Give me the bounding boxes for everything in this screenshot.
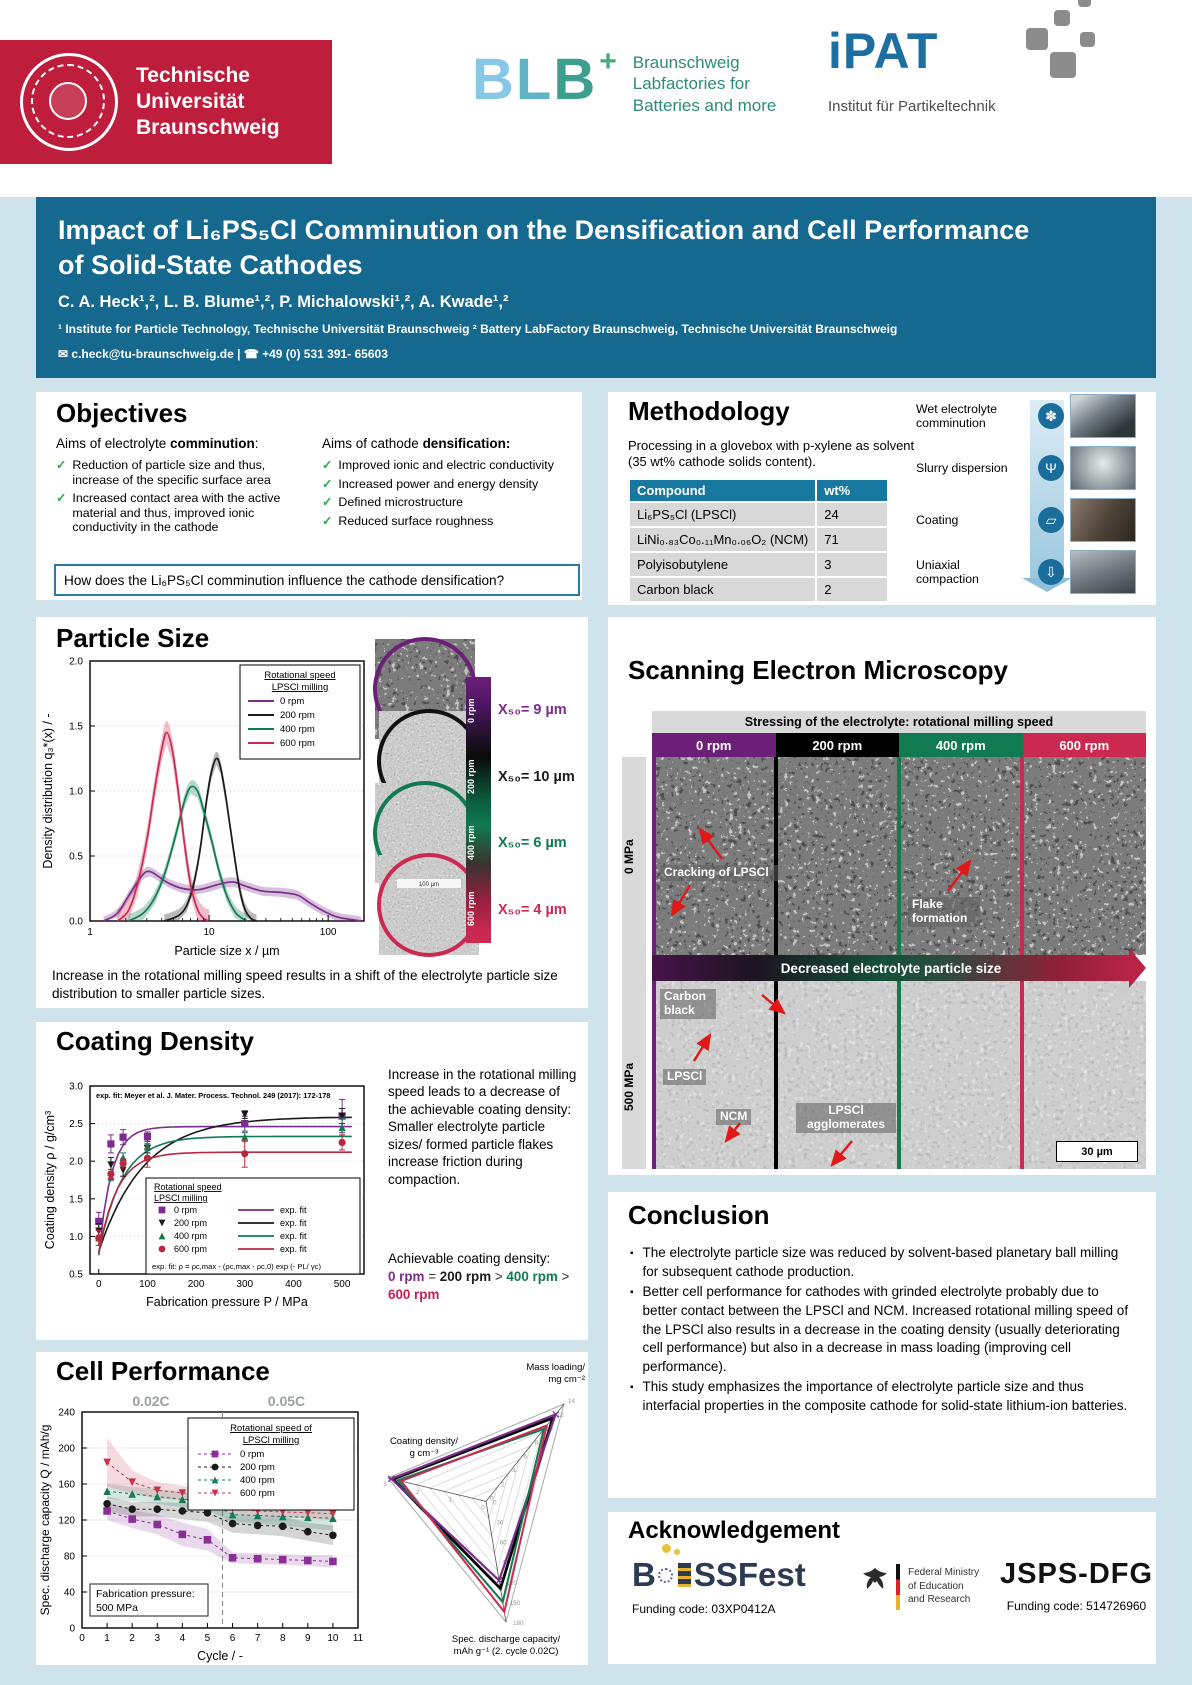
- methodology-intro: Processing in a glovebox with p-xylene as solvent (35 wt% cathode solids content).: [628, 438, 915, 470]
- svg-text:Rotational speed: Rotational speed: [154, 1182, 222, 1192]
- svg-text:g cm⁻³: g cm⁻³: [409, 1448, 439, 1459]
- svg-text:0.5: 0.5: [69, 1269, 83, 1281]
- battery-stack-icon: [678, 1563, 691, 1587]
- blb-logo: [472, 45, 777, 116]
- rpm-colorbar: [466, 677, 491, 943]
- coating-density-section: [36, 1022, 588, 1340]
- svg-text:300: 300: [236, 1279, 254, 1290]
- ipat-logo: [828, 23, 1088, 115]
- svg-text:LPSCl milling: LPSCl milling: [154, 1193, 208, 1203]
- check-icon: ✓: [56, 457, 67, 472]
- svg-text:120: 120: [506, 1579, 517, 1587]
- svg-text:1: 1: [448, 1496, 453, 1504]
- svg-text:0 rpm: 0 rpm: [174, 1205, 198, 1215]
- bullet-icon: ▪: [630, 1287, 634, 1299]
- svg-text:200: 200: [187, 1279, 205, 1290]
- bossfest-logo: [632, 1556, 806, 1616]
- compound-table: [628, 478, 889, 603]
- sem-section: [608, 617, 1156, 1175]
- disperser-photo: [1070, 446, 1136, 490]
- check-icon: ✓: [56, 491, 67, 506]
- svg-text:3: 3: [383, 1481, 387, 1488]
- blb-letter: B: [553, 47, 598, 112]
- ipat-subtitle: Institut für Partikeltechnik: [828, 98, 996, 115]
- svg-text:exp. fit: ρ = ρc,max - (ρc,max: exp. fit: ρ = ρc,max - (ρc,max - ρc,0) exp (- PL/ γc): [152, 1262, 321, 1271]
- rank-400rpm: 400 rpm: [506, 1269, 558, 1285]
- svg-text:0: 0: [79, 1633, 85, 1644]
- step-label: Wet electrolyte comminution: [916, 401, 998, 430]
- jsps-dfg-logo: [1000, 1558, 1153, 1613]
- svg-text:200: 200: [58, 1443, 75, 1455]
- svg-text:4: 4: [512, 1467, 516, 1475]
- svg-text:Fabrication pressure:: Fabrication pressure:: [96, 1588, 195, 1600]
- cell-performance-section: [36, 1352, 588, 1665]
- check-icon: ✓: [322, 495, 333, 510]
- objectives-title: Objectives: [56, 398, 188, 428]
- poster-title: Impact of Li₆PS₅Cl Comminution on the Densification and Cell Performance of Solid-State Cathodes: [58, 215, 1030, 281]
- svg-text:Spec. discharge capacity Q / m: Spec. discharge capacity Q / mAh/g: [38, 1424, 52, 1616]
- svg-text:Cycle / -: Cycle / -: [197, 1649, 243, 1663]
- svg-text:exp. fit: exp. fit: [280, 1205, 307, 1215]
- jsps-funding-code: Funding code: 514726960: [1006, 1599, 1147, 1613]
- svg-text:Rotational speed: Rotational speed: [264, 670, 336, 681]
- coating-density-title: Coating Density: [56, 1026, 254, 1056]
- svg-text:60: 60: [499, 1539, 507, 1547]
- cell-performance-title: Cell Performance: [56, 1356, 270, 1386]
- svg-text:0.5: 0.5: [69, 851, 83, 863]
- particle-size-section: [36, 617, 588, 1008]
- coating-density-ranking: [388, 1250, 582, 1304]
- bossfest-funding-code: Funding code: 03XP0412A: [632, 1602, 776, 1616]
- svg-text:exp. fit: exp. fit: [280, 1218, 307, 1228]
- objective-item: Reduced surface roughness: [338, 513, 494, 528]
- ipat-squares-icon: [988, 8, 1118, 108]
- svg-text:2: 2: [501, 1481, 505, 1489]
- process-flow: [916, 394, 1150, 600]
- blb-plus-icon: +: [599, 45, 619, 78]
- coating-density-chart: [40, 1062, 380, 1338]
- svg-text:6: 6: [229, 1633, 236, 1644]
- svg-text:1: 1: [104, 1633, 110, 1644]
- svg-text:1.0: 1.0: [69, 786, 83, 798]
- svg-text:80: 80: [63, 1551, 75, 1563]
- press-photo: [1070, 550, 1136, 594]
- svg-text:9: 9: [305, 1633, 311, 1644]
- svg-text:40: 40: [63, 1587, 75, 1599]
- svg-text:180: 180: [513, 1620, 524, 1627]
- conclusion-section: [608, 1192, 1156, 1498]
- objectives-col2: Aims of cathode densification: ✓ Improved ionic and electric conductivity ✓ Increased power and energy density ✓ Defined microstructure ✓ Reduced surface roughness: [322, 436, 554, 528]
- conclusion-bullet: The electrolyte particle size was reduced by solvent-based planetary ball milling for subsequent cathode production.: [642, 1245, 1119, 1279]
- check-icon: ✓: [322, 513, 333, 528]
- sem-col-400rpm: 400 rpm: [899, 733, 1023, 757]
- objective-item: Increased power and energy density: [338, 476, 539, 491]
- svg-text:4: 4: [179, 1633, 186, 1644]
- federal-eagle-icon: [860, 1564, 890, 1594]
- tu-line2: Universität: [136, 89, 245, 113]
- blb-letter: B: [472, 47, 516, 112]
- poster-title-bar: [36, 197, 1156, 378]
- svg-text:exp. fit: exp. fit: [280, 1244, 307, 1254]
- bullet-icon: ▪: [630, 1248, 634, 1259]
- methodology-section: [608, 392, 1156, 605]
- bmbf-line: and Research: [908, 1594, 971, 1605]
- svg-text:Density distribution q₃*(x) /: Density distribution q₃*(x) / -: [41, 713, 55, 869]
- svg-text:1: 1: [87, 927, 93, 938]
- svg-text:Spec. discharge capacity/: Spec. discharge capacity/: [451, 1634, 561, 1645]
- bmbf-line: of Education: [908, 1580, 964, 1592]
- coating-density-text: Increase in the rotational milling speed leads to a decrease of the achievable coating density: Smaller electrolyte particle sizes/ formed particle flakes increase friction during compaction.: [388, 1067, 577, 1187]
- svg-text:5: 5: [204, 1633, 211, 1644]
- col-header-compound: Compound: [629, 479, 816, 502]
- svg-text:0 rpm: 0 rpm: [280, 696, 305, 707]
- svg-text:500 MPa: 500 MPa: [96, 1602, 139, 1614]
- svg-text:exp. fit: Meyer et al. J. Mate: exp. fit: Meyer et al. J. Mater. Process. Technol. 249 (2017): 172-178: [96, 1091, 331, 1100]
- colorbar-label: 0 rpm: [466, 698, 476, 724]
- objective-item: Improved ionic and electric conductivity: [338, 457, 554, 472]
- tu-seal-icon: [20, 53, 118, 151]
- row-label-500mpa: 500 MPa: [622, 1062, 636, 1112]
- authors: C. A. Heck¹,², L. B. Blume¹,², P. Michalowski¹,², A. Kwade¹,²: [58, 293, 509, 311]
- svg-text:400: 400: [285, 1279, 302, 1290]
- tu-line3: Braunschweig: [136, 116, 280, 140]
- svg-text:0: 0: [95, 1279, 102, 1290]
- acknowledgement-title: Acknowledgement: [628, 1517, 841, 1544]
- ranking-label: Achievable coating density:: [388, 1251, 551, 1266]
- table-row: Li₆PS₅Cl (LPSCl) 24: [629, 502, 888, 527]
- german-flag-bar: [896, 1564, 900, 1610]
- research-question: How does the Li₆PS₅Cl comminution influence the cathode densification?: [54, 564, 580, 596]
- row-label-0mpa: 0 MPa: [622, 839, 636, 875]
- svg-text:100: 100: [139, 1279, 156, 1290]
- svg-text:240: 240: [58, 1407, 75, 1419]
- svg-text:200 rpm: 200 rpm: [174, 1218, 208, 1228]
- bossfest-rest: SSFest: [693, 1556, 806, 1593]
- svg-text:12: 12: [556, 1411, 564, 1419]
- svg-text:400 rpm: 400 rpm: [280, 724, 315, 735]
- blb-letter: L: [515, 47, 554, 112]
- sem-col-0rpm: 0 rpm: [652, 733, 776, 757]
- svg-text:6: 6: [523, 1453, 527, 1461]
- svg-text:8: 8: [279, 1633, 286, 1644]
- svg-text:120: 120: [58, 1515, 75, 1527]
- svg-text:0: 0: [69, 1623, 75, 1635]
- svg-text:150: 150: [509, 1599, 521, 1607]
- sem-col-600rpm: 600 rpm: [1023, 733, 1147, 757]
- press-icon: ⇩: [1038, 559, 1064, 585]
- colorbar-label: 200 rpm: [466, 759, 476, 795]
- svg-text:LPSCl milling: LPSCl milling: [271, 682, 329, 693]
- rank-0rpm: 0 rpm: [388, 1269, 425, 1285]
- svg-text:0 rpm: 0 rpm: [240, 1449, 265, 1460]
- step-label: Slurry dispersion: [916, 460, 1008, 475]
- blb-tagline-2: Labfactories for: [632, 74, 750, 94]
- svg-text:Coating density ρ / g/cm³: Coating density ρ / g/cm³: [43, 1110, 57, 1250]
- svg-text:30: 30: [496, 1519, 504, 1527]
- svg-text:10: 10: [327, 1633, 339, 1644]
- rank-op: >: [494, 1269, 503, 1285]
- sem-pressure-strip: [622, 757, 646, 1169]
- svg-text:0.0: 0.0: [69, 916, 83, 928]
- svg-text:600 rpm: 600 rpm: [174, 1244, 208, 1254]
- svg-text:3: 3: [154, 1633, 161, 1644]
- svg-text:0: 0: [481, 1504, 485, 1512]
- objective-item: Defined microstructure: [338, 495, 464, 510]
- svg-text:0.05C: 0.05C: [267, 1393, 306, 1409]
- svg-text:200 rpm: 200 rpm: [280, 710, 315, 721]
- radar-chart: [372, 1356, 586, 1662]
- check-icon: ✓: [322, 457, 333, 472]
- rank-op: >: [561, 1269, 570, 1285]
- particle-size-title: Particle Size: [56, 623, 210, 653]
- gear-icon: [658, 1568, 673, 1583]
- svg-text:0.02C: 0.02C: [132, 1393, 170, 1409]
- table-row: Polyisobutylene 3: [629, 552, 888, 577]
- sem-arrow-band: Decreased electrolyte particle size: [652, 955, 1130, 981]
- conclusion-bullet: This study emphasizes the importance of electrolyte particle size and thus interfacial properties in the composite cathode for solid-state lithium-ion batteries.: [642, 1379, 1128, 1413]
- svg-text:10: 10: [203, 927, 215, 938]
- svg-text:1.0: 1.0: [69, 1231, 83, 1243]
- particle-size-description: Increase in the rotational milling speed results in a shift of the electrolyte particle size distribution to smaller particle sizes.: [52, 968, 558, 1001]
- svg-text:2.0: 2.0: [69, 1156, 83, 1168]
- annotation-lpscl: LPSCl: [663, 1069, 706, 1085]
- objectives-section: [36, 392, 582, 600]
- svg-text:LPSCl milling: LPSCl milling: [242, 1435, 300, 1446]
- sem-col-200rpm: 200 rpm: [776, 733, 900, 757]
- sem-title: Scanning Electron Microscopy: [628, 655, 1008, 685]
- coater-photo: [1070, 498, 1136, 542]
- svg-text:600 rpm: 600 rpm: [240, 1488, 275, 1499]
- affiliations: ¹ Institute for Particle Technology, Technische Universität Braunschweig ² Battery LabFactory Braunschweig, Technische Universität Braunschweig: [58, 322, 898, 336]
- tu-line1: Technische: [136, 63, 250, 87]
- svg-text:600 rpm: 600 rpm: [280, 738, 315, 749]
- svg-text:14: 14: [568, 1398, 576, 1405]
- svg-text:mAh g⁻¹ (2. cycle 0.02C): mAh g⁻¹ (2. cycle 0.02C): [453, 1646, 559, 1657]
- x50-value-600rpm: X₅₀= 4 µm: [498, 902, 567, 918]
- svg-text:mg cm⁻²: mg cm⁻²: [548, 1374, 585, 1385]
- objectives-col1: Aims of electrolyte comminution: ✓ Reduction of particle size and thus, increase of the specific surface area ✓ Increased contact area with the active material and thus, improved ionic conductivity in the cathode: [56, 436, 308, 539]
- blb-tagline-3: Batteries and more: [632, 95, 777, 115]
- svg-text:90: 90: [503, 1559, 511, 1567]
- sem-stressing-header: Stressing of the electrolyte: rotational milling speed: [652, 711, 1146, 733]
- bmbf-line: Federal Ministry: [908, 1567, 980, 1578]
- svg-text:11: 11: [352, 1633, 364, 1644]
- x50-value-200rpm: X₅₀= 10 µm: [498, 769, 575, 785]
- rank-200rpm: 200 rpm: [439, 1269, 492, 1285]
- svg-text:400 rpm: 400 rpm: [174, 1231, 208, 1241]
- rank-600rpm: 600 rpm: [388, 1287, 440, 1303]
- rank-op: =: [428, 1269, 437, 1285]
- mill-photo: [1070, 394, 1136, 438]
- particle-size-chart: [38, 651, 374, 963]
- svg-text:100: 100: [319, 927, 337, 938]
- blb-tagline-1: Braunschweig: [632, 53, 740, 72]
- svg-text:2: 2: [129, 1633, 135, 1644]
- svg-text:2.5: 2.5: [69, 1119, 83, 1131]
- svg-text:2.0: 2.0: [69, 656, 83, 668]
- bullet-icon: ▪: [630, 1382, 634, 1394]
- svg-text:Coating density/: Coating density/: [389, 1436, 459, 1447]
- colorbar-label: 600 rpm: [466, 891, 476, 927]
- svg-text:400 rpm: 400 rpm: [240, 1475, 275, 1486]
- svg-text:Fabrication pressure P / MPa: Fabrication pressure P / MPa: [146, 1295, 308, 1309]
- check-icon: ✓: [322, 476, 333, 491]
- acknowledgement-section: [608, 1512, 1156, 1664]
- annotation-flake: Flake formation: [908, 897, 980, 927]
- contact-info: ✉ c.heck@tu-braunschweig.de | ☎ +49 (0) 531 391- 65603: [58, 347, 388, 361]
- annotation-ncm: NCM: [716, 1109, 751, 1125]
- svg-text:10: 10: [545, 1425, 553, 1433]
- coater-icon: ▱: [1038, 507, 1064, 533]
- objective-item: Increased contact area with the active material and thus, improved ionic conductivity in the cathode: [72, 491, 281, 535]
- sem-scalebar: 30 µm: [1056, 1141, 1138, 1162]
- svg-text:7: 7: [254, 1633, 261, 1644]
- step-label: Coating: [916, 512, 959, 527]
- mill-icon: ✽: [1038, 403, 1064, 429]
- sem-circles: [369, 633, 481, 963]
- table-row: LiNi₀.₈₃Co₀.₁₁Mn₀.₀₆O₂ (NCM) 71: [629, 527, 888, 552]
- sem-column-headers: [652, 733, 1146, 757]
- methodology-title: Methodology: [628, 396, 790, 426]
- disperser-icon: Ψ: [1038, 455, 1064, 481]
- svg-text:1.5: 1.5: [69, 721, 83, 733]
- svg-text:0: 0: [493, 1499, 497, 1507]
- jsps-dfg-name: JSPS-DFG: [1000, 1558, 1154, 1590]
- col-header-wt: wt%: [816, 479, 888, 502]
- svg-text:2: 2: [415, 1488, 420, 1496]
- conclusion-title: Conclusion: [628, 1200, 770, 1230]
- bossfest-b: B: [632, 1556, 656, 1593]
- x50-value-400rpm: X₅₀= 6 µm: [498, 835, 567, 851]
- svg-text:160: 160: [58, 1479, 75, 1491]
- svg-text:Mass loading/: Mass loading/: [526, 1362, 585, 1373]
- bmbf-logo: [860, 1564, 979, 1610]
- svg-text:8: 8: [534, 1439, 539, 1447]
- colorbar-label: 400 rpm: [466, 825, 476, 861]
- svg-text:Rotational speed of: Rotational speed of: [230, 1423, 312, 1434]
- annotation-cracking: Cracking of LPSCl: [660, 865, 778, 881]
- x50-value-0rpm: X₅₀= 9 µm: [498, 702, 567, 718]
- cell-performance-chart: [36, 1388, 378, 1664]
- svg-text:200 rpm: 200 rpm: [240, 1462, 275, 1473]
- annotation-agglomerates: LPSCl agglomerates: [796, 1103, 896, 1133]
- svg-text:exp. fit: exp. fit: [280, 1231, 307, 1241]
- objective-item: Reduction of particle size and thus, increase of the specific surface area: [72, 457, 271, 487]
- svg-text:3.0: 3.0: [69, 1081, 83, 1093]
- svg-text:1.5: 1.5: [69, 1194, 83, 1206]
- ipat-name: iPAT: [828, 23, 939, 79]
- svg-text:500: 500: [333, 1279, 351, 1290]
- conclusion-bullet: Better cell performance for cathodes with grinded electrolyte probably due to better contact between the LPSCl and NCM. Increased rotational milling speed of the LPSCl also results in a decrease in the coating density (usually deteriorating cell performance) but also in a decrease in mass loading (improving cell performance).: [642, 1284, 1129, 1374]
- step-label: Uniaxial compaction: [916, 557, 979, 586]
- svg-text:Particle size x / µm: Particle size x / µm: [174, 944, 280, 958]
- circle-scalebar: 100 µm: [418, 882, 440, 888]
- tu-braunschweig-logo: [0, 40, 332, 164]
- svg-text:0: 0: [490, 1495, 494, 1503]
- table-row: Carbon black 2: [629, 577, 888, 602]
- annotation-carbon-black: Carbon black: [660, 989, 716, 1019]
- conclusion-list: [630, 1244, 1136, 1418]
